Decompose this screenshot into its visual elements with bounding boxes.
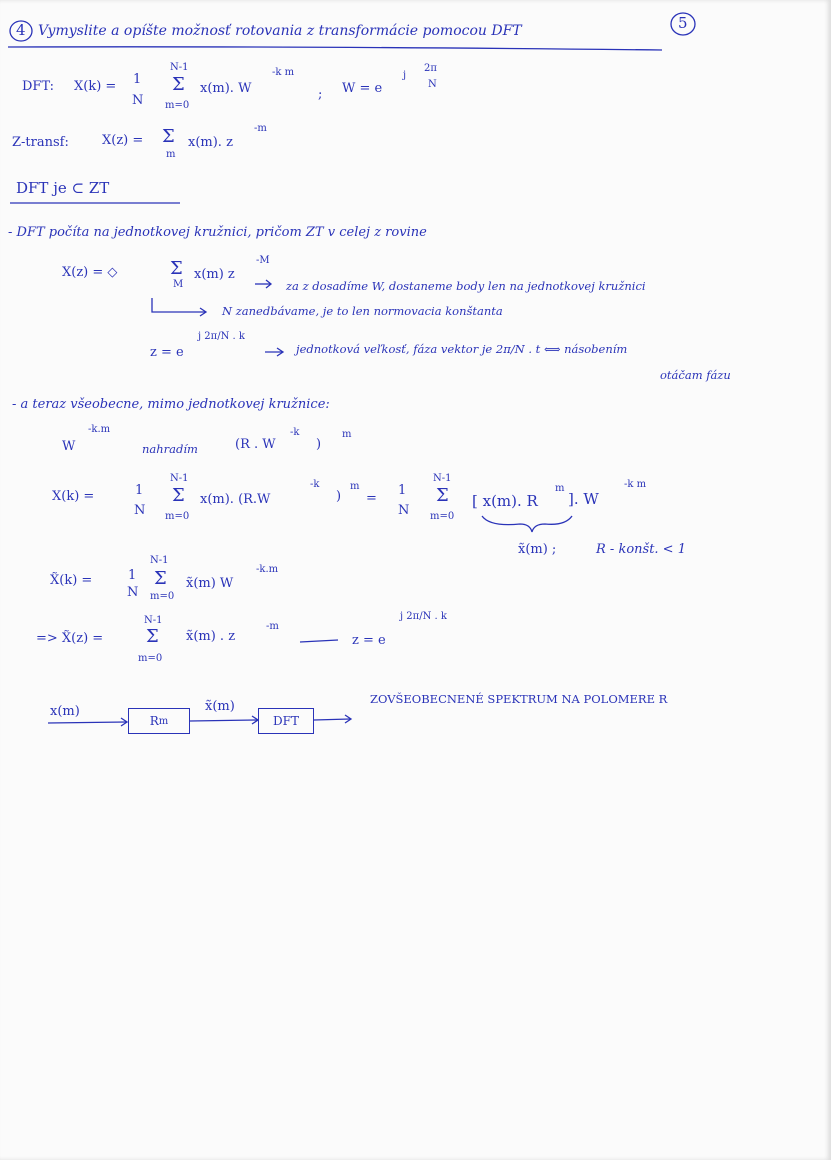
xzt-body: x̃(m) . z bbox=[186, 629, 236, 644]
xkt-sigma: Σ bbox=[154, 568, 167, 589]
xk-body: x(m). (R.W bbox=[200, 492, 271, 507]
diagram-box-dft-label: DFT bbox=[273, 714, 299, 728]
diagram-output: ZOVŠEOBECNENÉ SPEKTRUM NA POLOMERE R bbox=[370, 692, 668, 706]
diagram-input: x(m) bbox=[50, 704, 80, 719]
xk-frac-den: N bbox=[134, 503, 146, 518]
xz-body: x(m) z bbox=[194, 267, 235, 282]
xk-body-pow-exp: m bbox=[350, 481, 360, 492]
xk-tail-exp: -k m bbox=[624, 479, 647, 490]
w-line-rhs-end: ) bbox=[316, 437, 322, 452]
xk-under: x̃(m) ; bbox=[518, 542, 557, 557]
dft-exp: -k m bbox=[272, 67, 295, 78]
diagram-box-r-label: R bbox=[149, 714, 159, 728]
xk-frac-num: 1 bbox=[135, 483, 144, 498]
page-number: 5 bbox=[678, 14, 688, 32]
diagram-box-r-exp: m bbox=[158, 715, 169, 727]
xk-sum-bot: m=0 bbox=[165, 511, 190, 522]
xk-sigma: Σ bbox=[172, 485, 185, 506]
xk-bracket-exp: m bbox=[555, 483, 565, 494]
dft-sum-bot: m=0 bbox=[165, 100, 190, 111]
xkt-sum-bot: m=0 bbox=[150, 591, 175, 602]
xk-eq: = bbox=[366, 491, 377, 506]
xz-sum-bot: M bbox=[173, 279, 184, 290]
w-line-rhs: (R . W bbox=[235, 437, 276, 452]
zeq-note-2: otáčam fázu bbox=[660, 368, 731, 382]
xk-sum2-bot: m=0 bbox=[430, 511, 455, 522]
dft-sum-top: N-1 bbox=[170, 62, 189, 73]
w-definition: W = e bbox=[342, 81, 383, 96]
xk-frac2-den: N bbox=[398, 503, 410, 518]
z-sum-bot: m bbox=[166, 149, 176, 160]
xk-body-pow: ) bbox=[336, 489, 342, 504]
dft-body: x(m). W bbox=[200, 81, 252, 96]
w-exp-den: N bbox=[428, 79, 437, 90]
zeq-lhs: z = e bbox=[150, 345, 184, 360]
note-line-1: - DFT počíta na jednotkovej kružnici, pričom ZT v celej z rovine bbox=[8, 225, 427, 240]
dft-frac-num: 1 bbox=[133, 72, 142, 87]
z-label: Z-transf: bbox=[12, 135, 69, 150]
xkt-sum-top: N-1 bbox=[150, 555, 169, 566]
diagram-box-dft bbox=[258, 708, 314, 734]
dft-lhs: X(k) = bbox=[74, 79, 117, 94]
zeq-note: jednotková veľkosť, fáza vektor je 2π/N . t ⟺ násobením bbox=[296, 342, 628, 356]
xz-exp: -M bbox=[256, 255, 270, 266]
xz-lhs: X(z) = ◇ bbox=[62, 265, 118, 280]
claim-text: DFT je ⊂ ZT bbox=[16, 179, 110, 197]
note-arrow-2: N zanedbávame, je to len normovacia konštanta bbox=[222, 304, 503, 318]
z-exp: -m bbox=[254, 123, 267, 134]
xk-condition: R - konšt. < 1 bbox=[596, 542, 686, 557]
xkt-exp: -k.m bbox=[256, 564, 279, 575]
diagram-mid: x̃(m) bbox=[205, 699, 235, 714]
xkt-frac-num: 1 bbox=[128, 568, 137, 583]
xzt-z-exp: j 2π/N . k bbox=[400, 611, 447, 622]
xz-sigma: Σ bbox=[170, 258, 183, 279]
xk-frac2-num: 1 bbox=[398, 483, 407, 498]
w-line-lhs: W bbox=[62, 439, 76, 454]
xzt-exp: -m bbox=[266, 621, 279, 632]
xkt-frac-den: N bbox=[127, 585, 139, 600]
xzt-lhs: => X̃(z) = bbox=[36, 631, 104, 646]
note-line-2: - a teraz všeobecne, mimo jednotkovej kružnice: bbox=[12, 397, 330, 412]
question-number: 4 bbox=[16, 21, 26, 39]
xzt-sum-top: N-1 bbox=[144, 615, 163, 626]
xk-lhs: X(k) = bbox=[52, 489, 95, 504]
zeq-exp: j 2π/N . k bbox=[198, 331, 245, 342]
z-sigma: Σ bbox=[162, 126, 175, 147]
w-line-rhs-exp: -k bbox=[290, 427, 300, 438]
xkt-lhs: X̃(k) = bbox=[50, 573, 93, 588]
xk-sum2-top: N-1 bbox=[433, 473, 452, 484]
xkt-body: x̃(m) W bbox=[186, 576, 234, 591]
xk-bracket: [ x(m). R bbox=[472, 492, 538, 510]
xk-body-exp: -k bbox=[310, 479, 320, 490]
w-line-mid: nahradím bbox=[142, 442, 198, 456]
xk-sigma2: Σ bbox=[436, 485, 449, 506]
dft-separator: ; bbox=[318, 87, 323, 102]
xk-bracket-end: ]. W bbox=[568, 490, 599, 508]
xzt-sigma: Σ bbox=[146, 626, 159, 647]
xzt-sum-bot: m=0 bbox=[138, 653, 163, 664]
dft-sigma: Σ bbox=[172, 74, 185, 95]
w-line-exp: -k.m bbox=[88, 424, 111, 435]
note-arrow-1: za z dosadíme W, dostaneme body len na jednotkovej kružnici bbox=[286, 279, 646, 293]
xzt-z: z = e bbox=[352, 633, 386, 648]
w-exp-num: 2π bbox=[424, 63, 437, 74]
w-line-rhs-pow: m bbox=[342, 429, 352, 440]
z-body: x(m). z bbox=[188, 135, 233, 150]
dft-frac-den: N bbox=[132, 93, 144, 108]
w-exp-j: j bbox=[403, 70, 407, 81]
xk-sum-top: N-1 bbox=[170, 473, 189, 484]
question-text: Vymyslite a opíšte možnosť rotovania z transformácie pomocou DFT bbox=[38, 23, 522, 39]
dft-label: DFT: bbox=[22, 79, 55, 94]
z-lhs: X(z) = bbox=[102, 133, 144, 148]
diagram-box-r bbox=[128, 708, 190, 734]
